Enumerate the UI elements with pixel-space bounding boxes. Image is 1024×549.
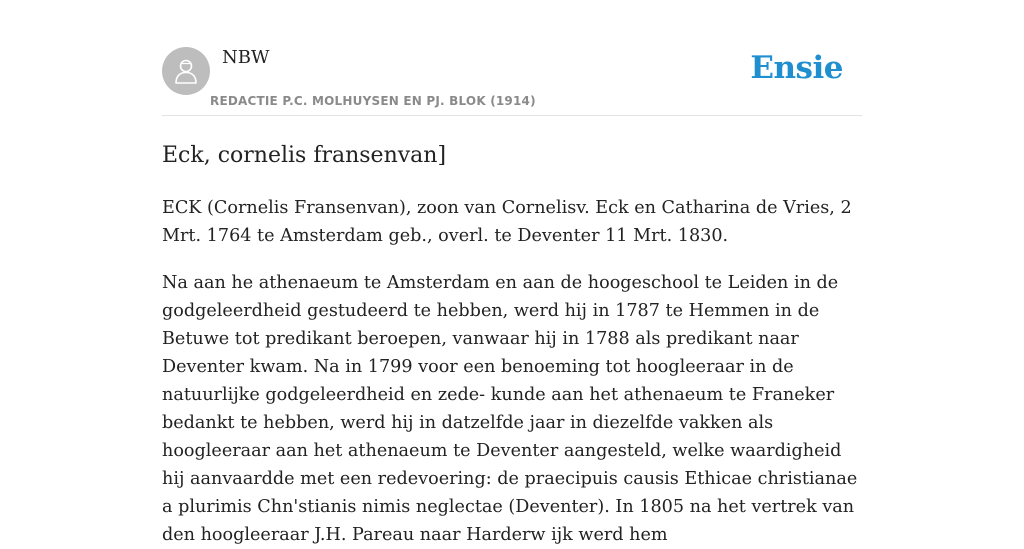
header [162,0,862,116]
user-icon [171,56,201,86]
avatar[interactable] [162,47,210,95]
article-title: Eck, cornelis fransenvan] [162,143,447,168]
author-name[interactable]: NBW [222,47,270,68]
article-paragraph: Na aan he athenaeum te Amsterdam en aan de hoogeschool te Leiden in de godgeleerdheid gestudeerd te hebben, werd hij in 1787 te Hemmen in de Betuwe tot predikant beroepen, vanwaar hij in 1788 als predikant naar Deventer kwam. Na in 1799 voor een benoeming tot hoogleeraar in de natuurlijke godgeleerdheid en zede- kunde aan het athenaeum te Franeker bedankt te hebben, werd hij in datzelfde jaar in diezelfde vakken als hoogleeraar aan het athenaeum te Deventer aangesteld, welke waardigheid hij aanvaardde met een redevoering: de praecipuis causis Ethicae christianae a plurimis Chn'stianis nimis neglectae (Deventer). In 1805 na het vertrek van den hoogleeraar J.H. Pareau naar Harderw ijk werd hem [162,273,858,545]
brand-logo[interactable]: Ensie [750,50,843,86]
author-subtitle: REDACTIE P.C. MOLHUYSEN EN PJ. BLOK (1914) [210,94,536,108]
article-paragraph: ECK (Cornelis Fransenvan), zoon van Cornelisv. Eck en Catharina de Vries, 2 Mrt. 1764 te Amsterdam geb., overl. te Deventer 11 Mrt. 1830. [162,198,852,246]
page [162,0,862,549]
